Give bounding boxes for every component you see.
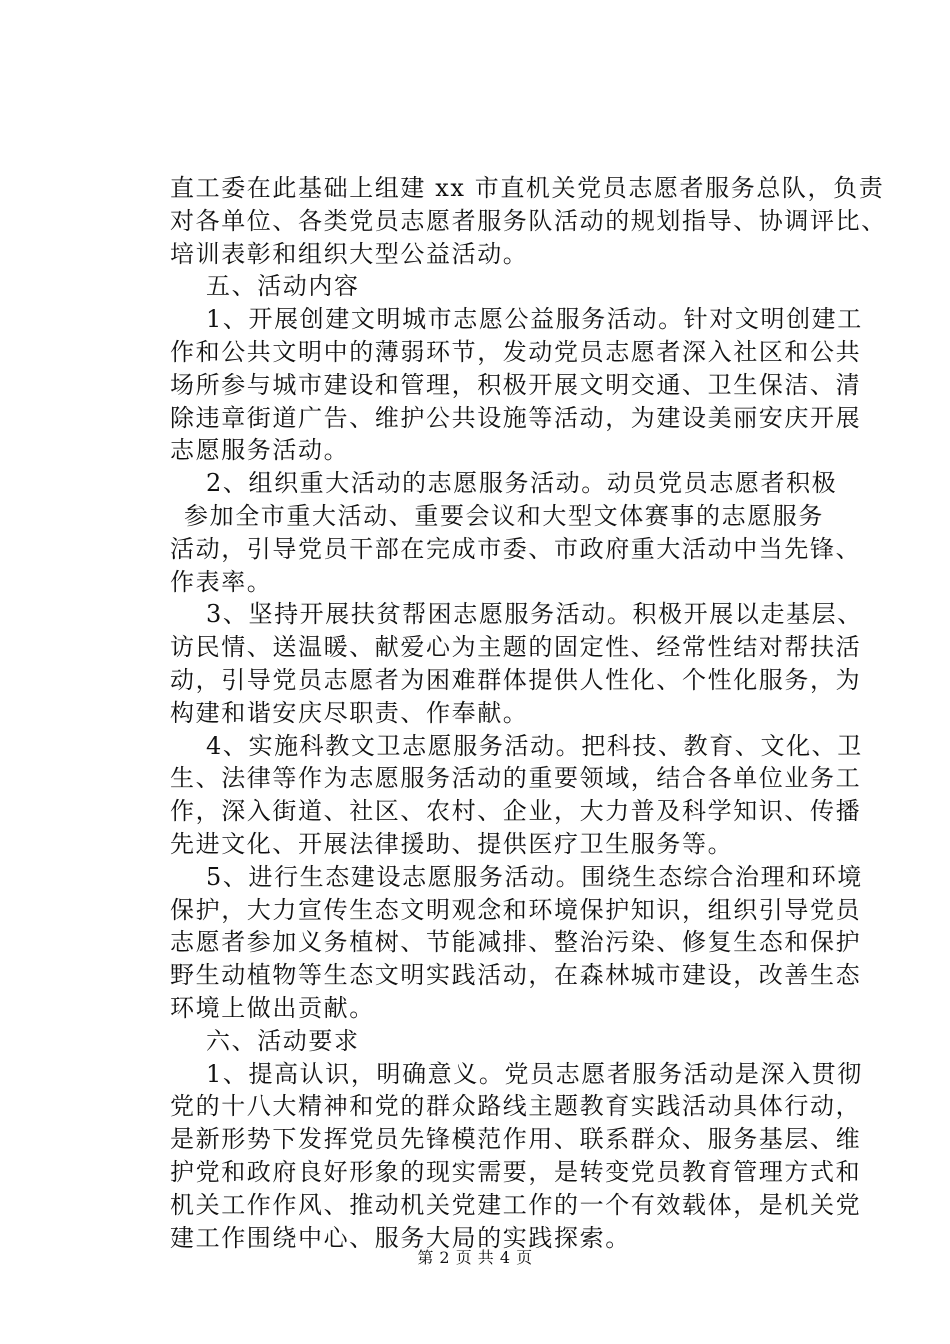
text-line: 作和公共文明中的薄弱环节，发动党员志愿者深入社区和公共 (170, 337, 862, 366)
text-line: 除违章街道广告、维护公共设施等活动，为建设美丽安庆开展 (170, 403, 862, 432)
text-line: 直工委在此基础上组建 xx 市直机关党员志愿者服务总队，负责 (170, 174, 885, 202)
text-line: 志愿服务活动。 (170, 436, 350, 465)
text-line: 志愿者参加义务植树、节能减排、整治污染、修复生态和保护 (170, 928, 862, 957)
text-line: 培训表彰和组织大型公益活动。 (170, 239, 529, 268)
text-line: 是新形势下发挥党员先锋模范作用、联系群众、服务基层、维 (170, 1125, 862, 1154)
section-heading: 五、活动内容 (206, 272, 360, 301)
text-line: 4、实施科教文卫志愿服务活动。把科技、教育、文化、卫 (206, 731, 863, 760)
text-line: 1、开展创建文明城市志愿公益服务活动。针对文明创建工 (206, 305, 863, 334)
text-line: 环境上做出贡献。 (170, 993, 375, 1022)
text-line: 生、法律等作为志愿服务活动的重要领域，结合各单位业务工 (170, 764, 862, 793)
text-line: 机关工作作风、推动机关党建工作的一个有效载体，是机关党 (170, 1190, 862, 1219)
text-line: 2、组织重大活动的志愿服务活动。动员党员志愿者积极 (206, 469, 838, 498)
text-line: 访民情、送温暖、献爱心为主题的固定性、经常性结对帮扶活 (170, 633, 862, 662)
text-line: 建工作围绕中心、服务大局的实践探索。 (170, 1223, 631, 1252)
text-line: 党的十八大精神和党的群众路线主题教育实践活动具体行动， (170, 1092, 862, 1121)
page-number-footer: 第 2 页 共 4 页 (417, 1248, 533, 1267)
text-line: 作，深入街道、社区、农村、企业，大力普及科学知识、传播 (170, 797, 862, 826)
text-line: 保护，大力宣传生态文明观念和环境保护知识，组织引导党员 (170, 895, 862, 924)
document-body (170, 172, 887, 1254)
text-line: 先进文化、开展法律援助、提供医疗卫生服务等。 (170, 829, 734, 858)
text-line: 活动，引导党员干部在完成市委、市政府重大活动中当先锋、 (170, 534, 862, 563)
text-line: 作表率。 (170, 567, 273, 596)
text-line: 1、提高认识，明确意义。党员志愿者服务活动是深入贯彻 (206, 1059, 863, 1088)
text-line: 动，引导党员志愿者为困难群体提供人性化、个性化服务，为 (170, 665, 862, 694)
text-line: 场所参与城市建设和管理，积极开展文明交通、卫生保洁、清 (170, 370, 862, 399)
text-line: 护党和政府良好形象的现实需要，是转变党员教育管理方式和 (170, 1157, 862, 1186)
text-line: 构建和谐安庆尽职责、作奉献。 (170, 698, 529, 727)
text-line: 5、进行生态建设志愿服务活动。围绕生态综合治理和环境 (206, 862, 863, 891)
text-line: 参加全市重大活动、重要会议和大型文体赛事的志愿服务 (184, 501, 824, 530)
text-line: 3、坚持开展扶贫帮困志愿服务活动。积极开展以走基层、 (206, 600, 863, 629)
text-line: 野生动植物等生态文明实践活动，在森林城市建设，改善生态 (170, 961, 862, 990)
text-line: 对各单位、各类党员志愿者服务队活动的规划指导、协调评比、 (170, 206, 887, 235)
section-heading: 六、活动要求 (206, 1026, 360, 1055)
